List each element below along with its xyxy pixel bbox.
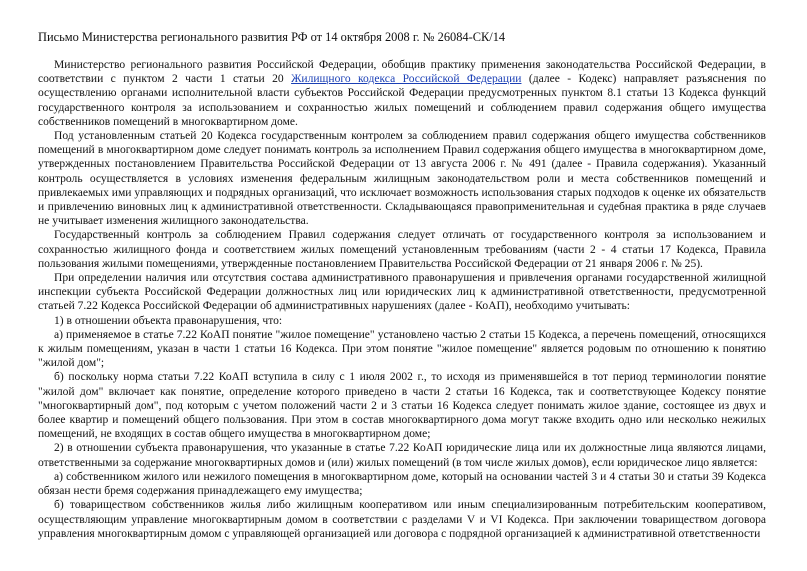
document-title: Письмо Министерства регионального развития РФ от 14 октября 2008 г. № 26084-СК/14 bbox=[38, 30, 506, 44]
paragraph-state-control: Под установленным статьей 20 Кодекса государственным контролем за соблюдением правил содержания общего имущества собственников помещений в многоквартирном доме следует понимать контроль за исполнением Правил содержания общего имущества в многоквартирном доме, утвержденных постановлением Правительства Российской Федерации от 13 августа 2006 г. № 491 (далее - Правила содержания). Указанный контроль осуществляется в условиях изменения федеральным жилищным законодательством роли и места собственников помещений и привлекаемых ими управляющих и подрядных организаций, что исключает возможность использования старых подходов к оценке их обязательств и привлечению виновных лиц к административной ответственности. Складывающаяся правоприменительная и судебная практика в ряде случаев не учитывает изменения жилищного законодательства. bbox=[38, 130, 766, 228]
paragraph-control-distinction: Государственный контроль за соблюдением Правил содержания следует отличать от государственного контроля за использованием и сохранностью жилищного фонда и соответствием жилых помещений установленным требованиям (части 2 - 4 статьи 17 Кодекса, Правила пользования жилыми помещениями, утвержденные постановлением Правительства Российской Федерации от 21 января 2006 г. № 25). bbox=[38, 229, 766, 270]
paragraph-intro-start: Министерство регионального развития Российской Федерации, обобщив практику применения законодательства Российской Федерации, в соответствии с пунктом 2 части 1 статьи 20 bbox=[38, 59, 766, 86]
document-page bbox=[38, 30, 766, 541]
list-subitem-a-object: а) применяемое в статье 7.22 КоАП понятие "жилое помещение" установлено частью 2 статьи 15 Кодекса, а перечень помещений, относящихся к жилым помещениям, указан в части 1 статьи 16 Кодекса. При этом понятие "жилое помещение" является родовым по отношению к понятию "жилой дом"; bbox=[38, 328, 766, 370]
list-item-object: 1) в отношении объекта правонарушения, что: bbox=[54, 314, 283, 327]
paragraph-intro bbox=[38, 58, 766, 129]
list-subitem-b-subject: б) товариществом собственников жилья либо жилищным кооперативом или иным специализированным потребительским кооперативом, осуществляющим управление многоквартирным домом в соответствии с разделами V и VI Кодекса. При заключении товариществом договора управления многоквартирным домом с управляющей организацией или договора с подрядной организацией к административной ответственности bbox=[38, 499, 766, 540]
paragraph-determination: При определении наличия или отсутствия состава административного правонарушения и привлечения органами государственной жилищной инспекции субъекта Российской Федерации должностных лиц или юридических лиц к административной ответственности, предусмотренной статьей 7.22 Кодекса Российской Федерации об административных нарушениях (далее - КоАП), необходимо учитывать: bbox=[38, 272, 766, 313]
paragraph-intro-end: (далее - Кодекс) направляет разъяснения по осуществлению органами исполнительной власти субъектов Российской Федерации предусмотренных пунктом 8.1 статьи 13 Кодекса функций государственного контроля за использованием и сохранностью жилых помещений и соблюдением правил содержания общего имущества собственников помещений в многоквартирном доме. bbox=[38, 73, 767, 128]
list-subitem-a-subject: а) собственником жилого или нежилого помещения в многоквартирном доме, который на основании частей 3 и 4 статьи 30 и статьи 39 Кодекса обязан нести бремя содержания принадлежащего ему имущества; bbox=[38, 470, 766, 498]
list-item-subject: 2) в отношении субъекта правонарушения, что указанные в статье 7.22 КоАП юридические лица или их должностные лица являются лицами, ответственными за содержание многоквартирных домов и (или) жилых помещений (в том числе жилых домов), если юридическое лицо является: bbox=[38, 442, 766, 469]
list-subitem-b-object: б) поскольку норма статьи 7.22 КоАП вступила в силу с 1 июля 2002 г., то исходя из применявшейся в тот период терминологии понятие "жилой дом" включает как понятие, определение которого приведено в части 2 статьи 16 Кодекса, так и соответствующее Кодексу понятие "многоквартирный дом", под которым с учетом положений части 2 и 3 статьи 16 Кодекса следует понимать жилое здание, состоящее из двух и более квартир и помещений общего пользования. При этом в состав многоквартирного дома могут также входить одно или несколько нежилых помещений, не входящих в состав общего имущества в многоквартирном доме; bbox=[38, 371, 766, 441]
housing-code-link[interactable]: Жилищного кодекса Российской Федерации bbox=[291, 73, 522, 86]
